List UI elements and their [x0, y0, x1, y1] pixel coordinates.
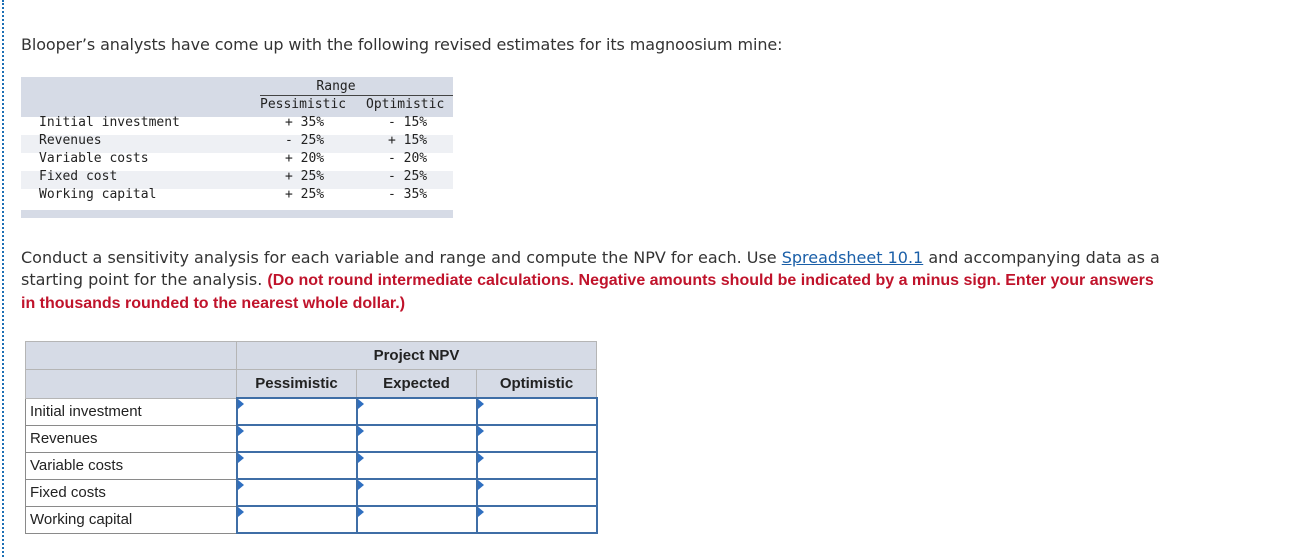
range-label: Range — [316, 79, 356, 94]
expected-input-cell[interactable] — [357, 452, 477, 479]
expected-input-cell[interactable] — [357, 479, 477, 506]
intro-text: Blooper’s analysts have come up with the following revised estimates for its magnoosium mine: — [21, 35, 783, 54]
table-row — [26, 398, 597, 425]
pessimistic-column-header: Pessimistic — [260, 97, 347, 112]
npv-input[interactable] — [358, 426, 476, 451]
npv-input[interactable] — [358, 507, 476, 532]
npv-input[interactable] — [358, 480, 476, 505]
npv-answer-table — [25, 341, 598, 534]
row-label: Variable costs — [26, 452, 237, 479]
npv-input[interactable] — [358, 399, 476, 424]
pessimistic-input-cell[interactable] — [237, 452, 357, 479]
npv-input[interactable] — [478, 507, 596, 532]
estimates-footer-band — [21, 210, 453, 218]
npv-input[interactable] — [478, 453, 596, 478]
row-label: Revenues — [26, 425, 237, 452]
row-label: Initial investment — [26, 398, 237, 425]
npv-input[interactable] — [478, 399, 596, 424]
column-header-optimistic: Optimistic — [477, 370, 597, 399]
pessimistic-input-cell[interactable] — [237, 398, 357, 425]
pessimistic-value: + 25% — [285, 187, 325, 202]
column-header-pessimistic: Pessimistic — [237, 370, 357, 399]
optimistic-input-cell[interactable] — [477, 479, 597, 506]
npv-input[interactable] — [478, 480, 596, 505]
npv-input[interactable] — [478, 426, 596, 451]
npv-input[interactable] — [238, 426, 356, 451]
table-row — [26, 479, 597, 506]
npv-input[interactable] — [238, 453, 356, 478]
spreadsheet-link[interactable]: Spreadsheet 10.1 — [781, 248, 924, 267]
project-npv-header: Project NPV — [237, 342, 597, 370]
pessimistic-value: + 35% — [285, 115, 325, 130]
pessimistic-value: + 25% — [285, 169, 325, 184]
pessimistic-value: - 25% — [285, 133, 325, 148]
instructions-text-end: and accompanying data as a starting point for the analysis. — [21, 248, 1160, 289]
row-label: Working capital — [26, 506, 237, 533]
range-underline — [260, 95, 453, 96]
empty-header-cell — [26, 370, 237, 399]
optimistic-value: - 35% — [388, 187, 428, 202]
optimistic-input-cell[interactable] — [477, 425, 597, 452]
row-label: Initial investment — [39, 115, 180, 130]
expected-input-cell[interactable] — [357, 398, 477, 425]
npv-input[interactable] — [238, 399, 356, 424]
instructions — [21, 247, 1171, 315]
row-label: Working capital — [39, 187, 157, 202]
row-label: Fixed cost — [39, 169, 118, 184]
pessimistic-input-cell[interactable] — [237, 425, 357, 452]
optimistic-value: - 25% — [388, 169, 428, 184]
pessimistic-value: + 20% — [285, 151, 325, 166]
row-label: Fixed costs — [26, 479, 237, 506]
table-row — [26, 425, 597, 452]
empty-corner-cell — [26, 342, 237, 370]
expected-input-cell[interactable] — [357, 506, 477, 533]
optimistic-value: - 20% — [388, 151, 428, 166]
npv-input[interactable] — [238, 507, 356, 532]
expected-input-cell[interactable] — [357, 425, 477, 452]
optimistic-column-header: Optimistic — [366, 97, 445, 112]
optimistic-value: + 15% — [388, 133, 428, 148]
optimistic-value: - 15% — [388, 115, 428, 130]
pessimistic-input-cell[interactable] — [237, 506, 357, 533]
estimates-table — [21, 77, 453, 218]
estimates-row — [21, 189, 453, 207]
rounding-instructions: (Do not round intermediate calculations. Negative amounts should be indicated by a minus sign. Enter your answers in thousands rounded to the nearest whole dollar.) — [21, 272, 1154, 312]
npv-input[interactable] — [238, 480, 356, 505]
row-label: Variable costs — [39, 151, 149, 166]
row-label: Revenues — [39, 133, 102, 148]
column-header-expected: Expected — [357, 370, 477, 399]
table-row — [26, 452, 597, 479]
optimistic-input-cell[interactable] — [477, 506, 597, 533]
instructions-text-start: Conduct a sensitivity analysis for each variable and range and compute the NPV for each. Use — [21, 248, 782, 267]
npv-input[interactable] — [358, 453, 476, 478]
left-dotted-border — [2, 0, 4, 557]
pessimistic-input-cell[interactable] — [237, 479, 357, 506]
table-row — [26, 506, 597, 533]
optimistic-input-cell[interactable] — [477, 398, 597, 425]
optimistic-input-cell[interactable] — [477, 452, 597, 479]
